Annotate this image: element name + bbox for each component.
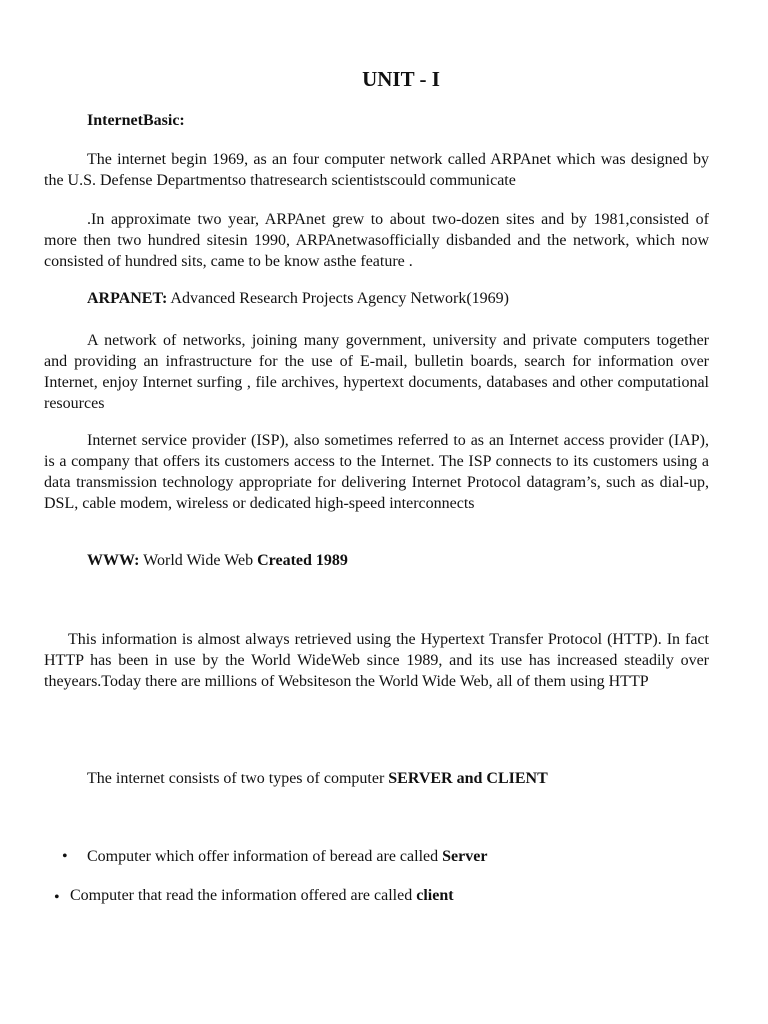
- list-item: [62, 848, 68, 866]
- list-item: [54, 889, 60, 907]
- bullet-icon: •: [62, 848, 68, 865]
- arpanet-label: ARPANET:: [87, 290, 168, 307]
- paragraph-intro-text: The internet begin 1969, as an four computer network called ARPAnet which was designed by the U.S. Defense Departmentso thatresearch scientistscould communicate: [44, 151, 709, 189]
- paragraph-isp-text: Internet service provider (ISP), also sometimes referred to as an Internet access provider (IAP), is a company that offers its customers access to the Internet. The ISP connects to its customers using a data transmission technology appropriate for delivering Internet Protocol datagram’s, such as dial-up, DSL, cable modem, wireless or dedicated high-speed interconnects: [44, 432, 709, 512]
- www-created: Created 1989: [257, 552, 348, 569]
- arpanet-definition: [87, 290, 509, 308]
- www-text: World Wide Web: [139, 552, 258, 569]
- list-item-text: Computer which offer information of beread are called Server: [87, 848, 488, 865]
- list-item-text: Computer that read the information offered are called client: [70, 887, 454, 904]
- section-heading: InternetBasic:: [87, 112, 185, 129]
- paragraph-network-of-networks: [44, 330, 709, 414]
- server-term: Server: [442, 848, 488, 865]
- computer-types-line: [87, 770, 548, 788]
- page-title: UNIT - I: [362, 67, 440, 91]
- client-term: client: [416, 887, 454, 904]
- computer-types-text: The internet consists of two types of computer: [87, 770, 389, 787]
- www-label: WWW:: [87, 552, 140, 569]
- paragraph-http: [44, 629, 709, 692]
- arpanet-text: Advanced Research Projects Agency Network(1969): [167, 290, 509, 307]
- paragraph-growth-text: .In approximate two year, ARPAnet grew to about two-dozen sites and by 1981,consisted of more then two hundred sitesin 1990, ARPAnetwasofficially disbanded and the network, which now consisted of hundred sits, came to be know asthe feature .: [44, 211, 709, 270]
- paragraph-isp: [44, 430, 709, 514]
- paragraph-http-text: This information is almost always retrieved using the Hypertext Transfer Protocol (HTTP). In fact HTTP has been in use by the World WideWeb since 1989, and its use has increased steadily over theyears.Today there are millions of Websiteson the World Wide Web, all of them using HTTP: [44, 631, 709, 690]
- bullet-icon: •: [54, 889, 60, 906]
- computer-types-bold: SERVER and CLIENT: [388, 770, 548, 787]
- www-definition: [87, 552, 348, 570]
- paragraph-network-text: A network of networks, joining many government, university and private computers together and providing an infrastructure for the use of E-mail, bulletin boards, search for information over Internet, enjoy Internet surfing , file archives, hypertext documents, databases and other computational resources: [44, 332, 709, 412]
- paragraph-intro: [44, 149, 709, 191]
- paragraph-growth: [44, 209, 709, 272]
